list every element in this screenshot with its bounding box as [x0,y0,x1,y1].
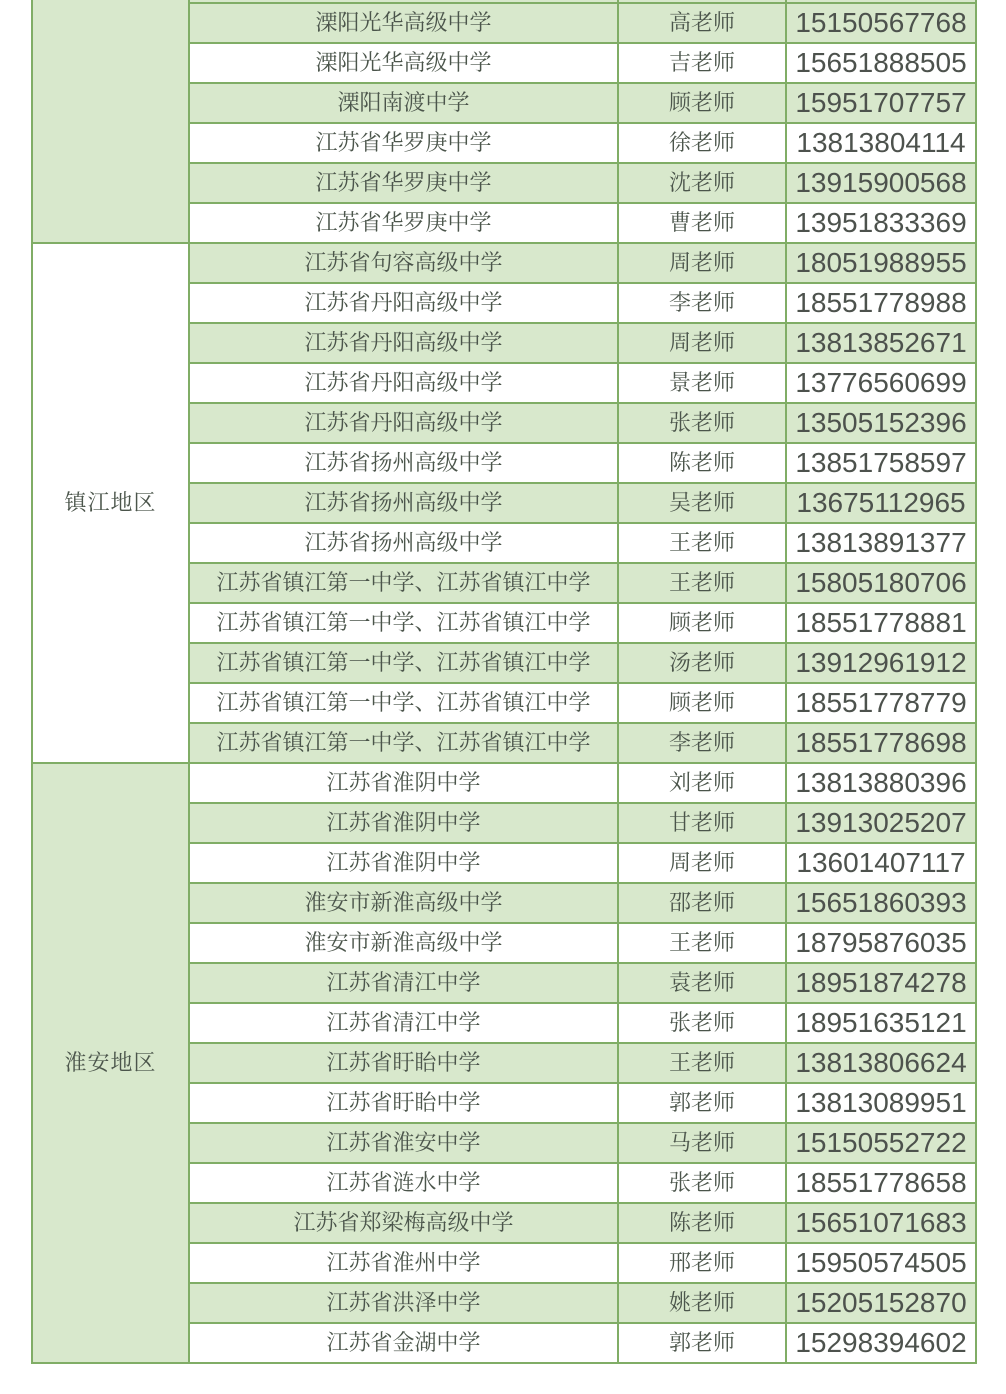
region-cell: 淮安地区 [33,764,188,1362]
school-cell: 溧阳光华高级中学 [190,4,617,42]
school-cell: 江苏省镇江第一中学、江苏省镇江中学 [190,564,617,602]
phone-cell: 15950574505 [787,1244,975,1282]
phone-cell: 18951635121 [787,1004,975,1042]
region-cell [33,0,188,242]
school-cell: 江苏省淮阴中学 [190,844,617,882]
partial-row-phone-cell [787,0,975,2]
phone-cell: 15150552722 [787,1124,975,1162]
phone-cell: 18551778658 [787,1164,975,1202]
school-cell: 江苏省华罗庚中学 [190,204,617,242]
phone-cell: 13505152396 [787,404,975,442]
phone-cell: 13813891377 [787,524,975,562]
phone-cell: 13776560699 [787,364,975,402]
teacher-cell: 景老师 [619,364,785,402]
teacher-cell: 吉老师 [619,44,785,82]
teacher-cell: 张老师 [619,1164,785,1202]
school-cell: 江苏省盱眙中学 [190,1044,617,1082]
phone-cell: 13813852671 [787,324,975,362]
contact-table [31,0,977,1364]
phone-cell: 13675112965 [787,484,975,522]
phone-cell: 15205152870 [787,1284,975,1322]
phone-cell: 18795876035 [787,924,975,962]
school-cell: 江苏省淮安中学 [190,1124,617,1162]
teacher-cell: 王老师 [619,924,785,962]
teacher-cell: 周老师 [619,324,785,362]
school-cell: 江苏省清江中学 [190,964,617,1002]
school-cell: 江苏省洪泽中学 [190,1284,617,1322]
region-cell: 镇江地区 [33,244,188,762]
school-cell: 江苏省华罗庚中学 [190,164,617,202]
school-cell: 江苏省句容高级中学 [190,244,617,282]
school-cell: 江苏省扬州高级中学 [190,444,617,482]
partial-row-school-cell [190,0,617,2]
phone-cell: 15651888505 [787,44,975,82]
teacher-cell: 顾老师 [619,84,785,122]
teacher-cell: 王老师 [619,524,785,562]
teacher-cell: 郭老师 [619,1084,785,1122]
teacher-cell: 李老师 [619,284,785,322]
school-cell: 江苏省清江中学 [190,1004,617,1042]
partial-row-teacher-cell [619,0,785,2]
phone-cell: 13913025207 [787,804,975,842]
teacher-cell: 张老师 [619,1004,785,1042]
school-cell: 江苏省淮阴中学 [190,764,617,802]
phone-cell: 13813880396 [787,764,975,802]
teacher-cell: 袁老师 [619,964,785,1002]
phone-cell: 13915900568 [787,164,975,202]
teacher-cell: 汤老师 [619,644,785,682]
school-cell: 江苏省丹阳高级中学 [190,284,617,322]
school-cell: 江苏省扬州高级中学 [190,484,617,522]
school-cell: 江苏省盱眙中学 [190,1084,617,1122]
teacher-cell: 陈老师 [619,1204,785,1242]
school-cell: 淮安市新淮高级中学 [190,924,617,962]
phone-cell: 13601407117 [787,844,975,882]
phone-cell: 15298394602 [787,1324,975,1362]
school-cell: 江苏省丹阳高级中学 [190,364,617,402]
teacher-cell: 王老师 [619,564,785,602]
school-cell: 溧阳光华高级中学 [190,44,617,82]
phone-cell: 15805180706 [787,564,975,602]
phone-cell: 18551778881 [787,604,975,642]
teacher-cell: 沈老师 [619,164,785,202]
teacher-cell: 郭老师 [619,1324,785,1362]
school-cell: 江苏省丹阳高级中学 [190,404,617,442]
school-cell: 江苏省镇江第一中学、江苏省镇江中学 [190,724,617,762]
teacher-cell: 王老师 [619,1044,785,1082]
phone-cell: 15651860393 [787,884,975,922]
school-cell: 江苏省扬州高级中学 [190,524,617,562]
school-cell: 江苏省淮州中学 [190,1244,617,1282]
teacher-cell: 李老师 [619,724,785,762]
teacher-cell: 顾老师 [619,684,785,722]
teacher-cell: 姚老师 [619,1284,785,1322]
school-cell: 江苏省镇江第一中学、江苏省镇江中学 [190,644,617,682]
teacher-cell: 邵老师 [619,884,785,922]
school-cell: 溧阳南渡中学 [190,84,617,122]
teacher-cell: 顾老师 [619,604,785,642]
school-cell: 江苏省镇江第一中学、江苏省镇江中学 [190,684,617,722]
teacher-cell: 刘老师 [619,764,785,802]
teacher-cell: 周老师 [619,244,785,282]
phone-cell: 15651071683 [787,1204,975,1242]
school-cell: 江苏省淮阴中学 [190,804,617,842]
phone-cell: 18051988955 [787,244,975,282]
teacher-cell: 徐老师 [619,124,785,162]
phone-cell: 18951874278 [787,964,975,1002]
phone-cell: 15951707757 [787,84,975,122]
school-cell: 江苏省郑梁梅高级中学 [190,1204,617,1242]
phone-cell: 13851758597 [787,444,975,482]
teacher-cell: 甘老师 [619,804,785,842]
teacher-cell: 吴老师 [619,484,785,522]
school-cell: 江苏省镇江第一中学、江苏省镇江中学 [190,604,617,642]
phone-cell: 18551778698 [787,724,975,762]
teacher-cell: 马老师 [619,1124,785,1162]
school-cell: 江苏省华罗庚中学 [190,124,617,162]
phone-cell: 13951833369 [787,204,975,242]
phone-cell: 13813804114 [787,124,975,162]
phone-cell: 13912961912 [787,644,975,682]
phone-cell: 18551778779 [787,684,975,722]
phone-cell: 13813089951 [787,1084,975,1122]
teacher-cell: 邢老师 [619,1244,785,1282]
school-cell: 江苏省丹阳高级中学 [190,324,617,362]
phone-cell: 15150567768 [787,4,975,42]
teacher-cell: 高老师 [619,4,785,42]
phone-cell: 13813806624 [787,1044,975,1082]
teacher-cell: 张老师 [619,404,785,442]
school-cell: 淮安市新淮高级中学 [190,884,617,922]
school-cell: 江苏省涟水中学 [190,1164,617,1202]
school-cell: 江苏省金湖中学 [190,1324,617,1362]
teacher-cell: 周老师 [619,844,785,882]
phone-cell: 18551778988 [787,284,975,322]
teacher-cell: 曹老师 [619,204,785,242]
teacher-cell: 陈老师 [619,444,785,482]
